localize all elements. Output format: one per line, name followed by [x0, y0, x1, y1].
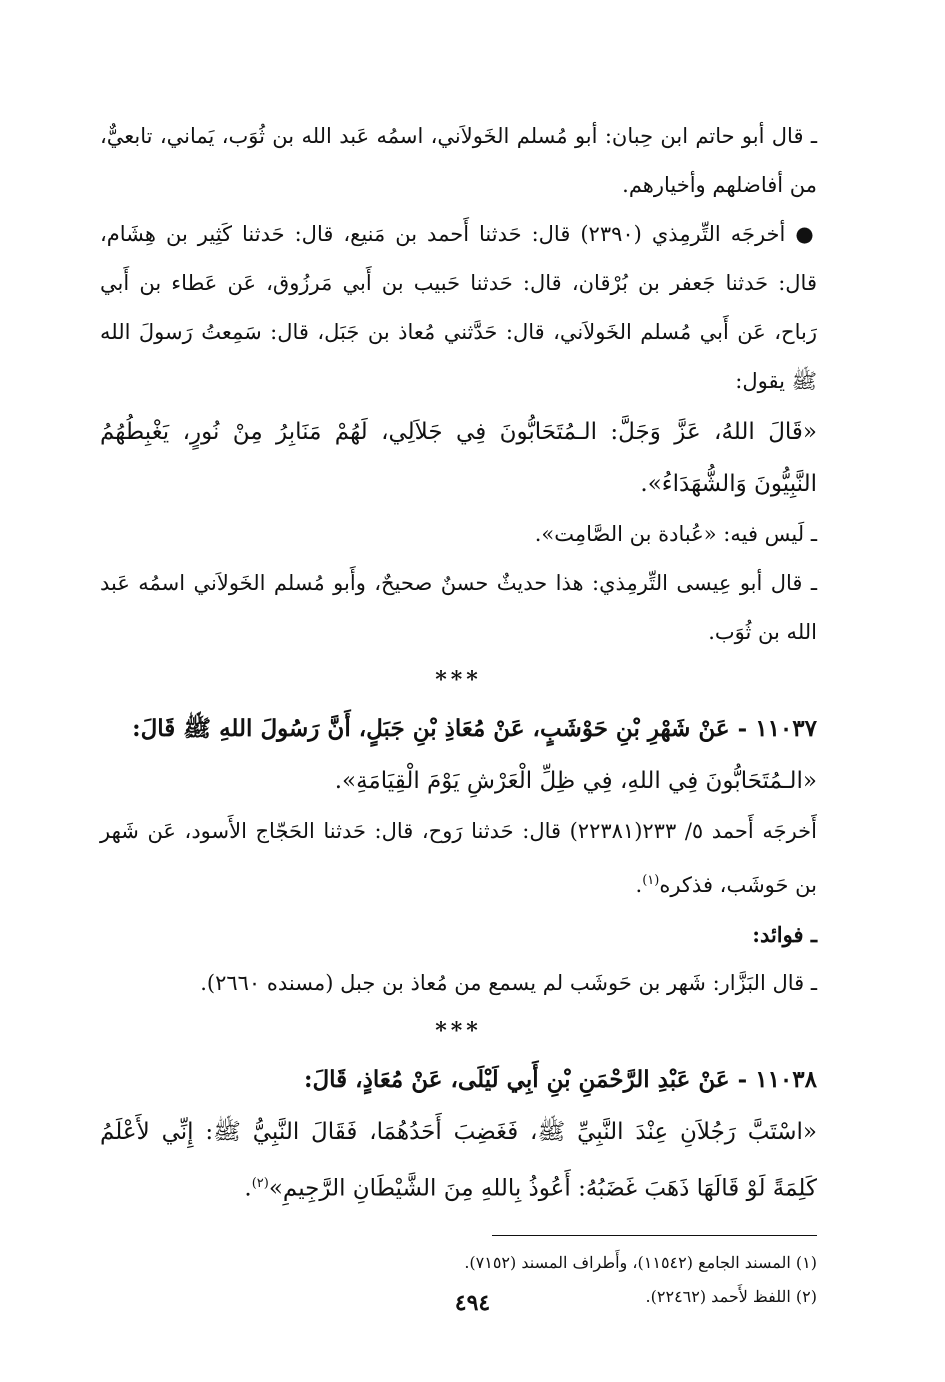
ahmad-isnad-text: أَخرجَه أَحمد ٥/ ٢٣٣(٢٢٣٨١) قال: حَدثنا رَوح، قال: حَدثنا الحَجّاج الأَسود، عَن شَهر بن حَوشَب، فذكره — [100, 819, 817, 897]
paragraph-tirmidhi-grading: ـ قال أبو عِيسى التِّرمِذي: هذا حديثٌ حسنٌ صحيحٌ، وأَبو مُسلم الخَولاَني اسمُه عَبد الله بن ثُوَب. — [100, 571, 817, 644]
paragraph-abu-hatim: ـ قال أبو حاتم ابن حِبان: أبو مُسلم الخَولاَني، اسمُه عَبد الله بن ثُوَب، يَماني، تابعيٌّ، من أفاضلهم وأخيارهم. — [100, 124, 817, 197]
hadith-header-11038: ١١٠٣٨ - عَنْ عَبْدِ الرَّحْمَنِ بْنِ أَبِي لَيْلَى، عَنْ مُعَاذٍ، قَالَ: — [303, 1066, 817, 1093]
hadith-text-3-body: «اسْتَبَّ رَجُلاَنِ عِنْدَ النَّبِيِّ ﷺ، فَغَضِبَ أَحَدُهُمَا، فَقَالَ النَّبِيُّ ﷺ: إِنِّي لأَعْلَمُ كَلِمَةً لَوْ قَالَهَا ذَهَبَ غَضَبُهُ: أَعُوذُ بِاللهِ مِنَ الشَّيْطَانِ الرَّجِيمِ» — [100, 1119, 817, 1202]
benefits-heading: ـ فوائد: — [752, 922, 817, 947]
page-number: ٤٩٤ — [454, 1290, 491, 1316]
footnote-ref-1[interactable]: (١) — [642, 873, 660, 888]
hadith-text-3: «اسْتَبَّ رَجُلاَنِ عِنْدَ النَّبِيِّ ﷺ، فَغَضِبَ أَحَدُهُمَا، فَقَالَ النَّبِيُّ ﷺ: إِنِّي لأَعْلَمُ كَلِمَةً لَوْ قَالَهَا ذَهَبَ غَضَبُهُ: أَعُوذُ بِاللهِ مِنَ الشَّيْطَانِ الرَّجِيمِ»$^{(٢)}$. — [100, 1119, 817, 1202]
bullet-icon: ● — [795, 222, 817, 246]
paragraph-tirmidhi-isnad — [100, 210, 817, 406]
hadith-text-1: «قَالَ اللهُ، عَزَّ وَجَلَّ: الـمُتَحَابُّونَ فِي جَلاَلِي، لَهُمْ مَنَابِرُ مِنْ نُورٍ، يَغْبِطُهُمُ النَّبِيُّونَ وَالشُّهَدَاءُ». — [100, 419, 817, 497]
section-separator-2: *** — [435, 1018, 482, 1044]
hadith-header-11037: ١١٠٣٧ - عَنْ شَهْرِ بْنِ حَوْشَبٍ، عَنْ مُعَاذِ بْنِ جَبَلٍ، أَنَّ رَسُولَ اللهِ ﷺ قَالَ: — [132, 715, 817, 742]
footnote-1: (١) المسند الجامع (١١٥٤٢)، وأَطراف المسند (٧١٥٢). — [464, 1252, 817, 1272]
footnote-divider — [492, 1235, 817, 1236]
tirmidhi-isnad-text: أخرجَه التِّرمِذي (٢٣٩٠) قال: حَدثنا أَحمد بن مَنيع، قال: حَدثنا كَثِير بن هِشَام، قال: حَدثنا جَعفر بن بُرْقان، قال: حَدثنا حَبيب بن أَبي مَرزُوق، عَن عَطاء بن أَبي رَباح، عَن أَبي مُسلم الخَولاَني، قال: حَدَّثني مُعاذ بن جَبَل، قال: سَمِعتُ رَسولَ الله ﷺ يقول: — [100, 222, 817, 393]
paragraph-not-in-it: ـ لَيس فيه: «عُبادة بن الصَّامِت». — [534, 522, 817, 546]
section-separator: *** — [435, 667, 482, 693]
footnote-2: (٢) اللفظ لأَحمد (٢٢٤٦٢). — [645, 1286, 817, 1306]
paragraph-ahmad-isnad: أَخرجَه أَحمد ٥/ ٢٣٣(٢٢٣٨١) قال: حَدثنا رَوح، قال: حَدثنا الحَجّاج الأَسود، عَن شَهر بن حَوشَب، فذكره$^{(١)}$. — [100, 819, 817, 897]
paragraph-bazzar: ـ قال البَزَّار: شَهر بن حَوشَب لم يسمع من مُعاذ بن جبل (مسنده ٢٦٦٠). — [200, 971, 817, 995]
hadith-text-2: «الـمُتَحَابُّونَ فِي اللهِ، فِي ظِلِّ الْعَرْشِ يَوْمَ الْقِيَامَةِ». — [334, 768, 817, 794]
footnote-ref-2[interactable]: (٢) — [251, 1176, 269, 1191]
